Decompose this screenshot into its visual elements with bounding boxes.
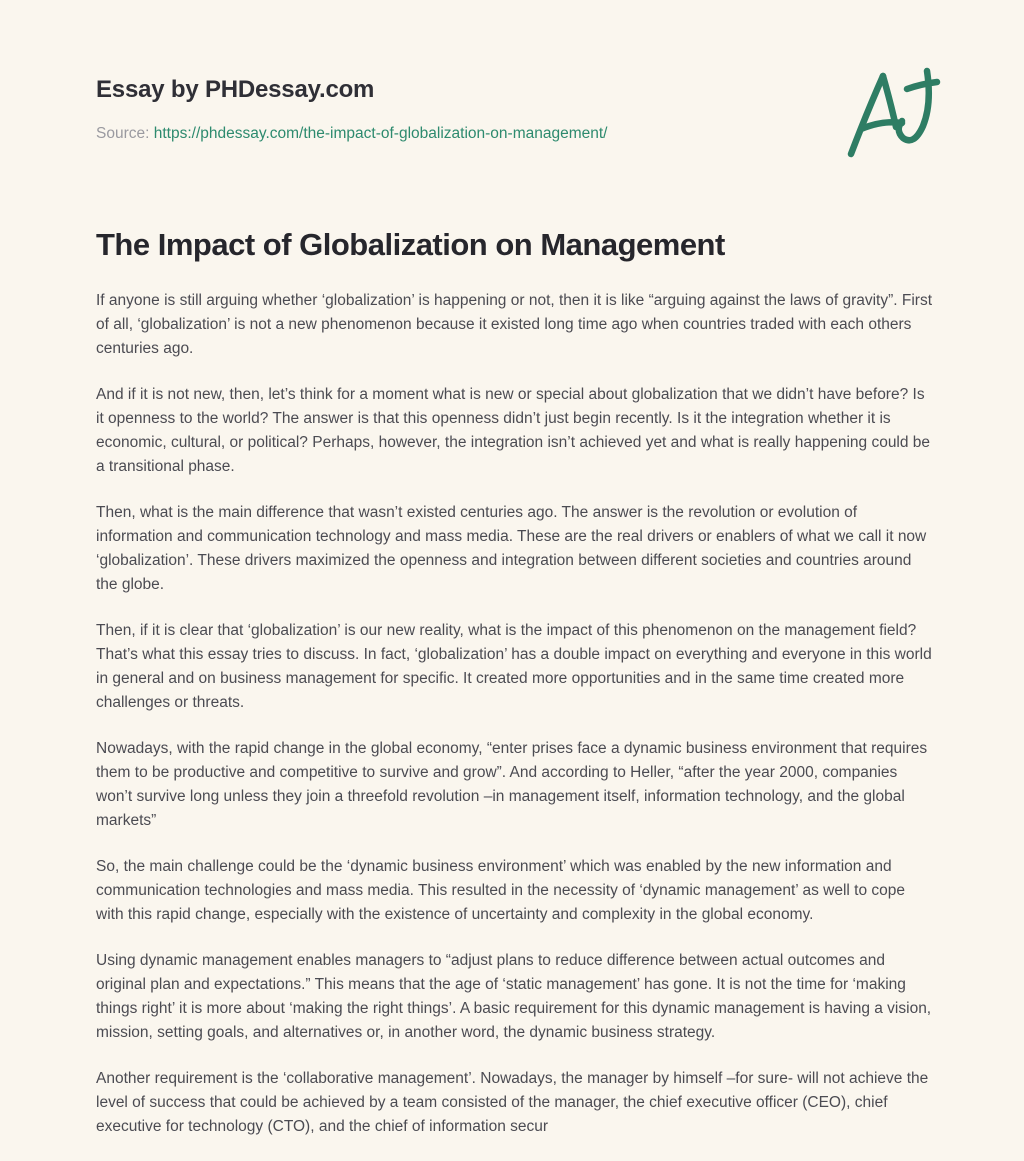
- essay-paragraph: Using dynamic management enables managers to “adjust plans to reduce difference between actual outcomes and original plan and expectations.” This means that the age of ‘static management’ has gone. It is not the time for ‘making things right’ it is more about ‘making the right things’. A basic requirement for this dynamic management is having a vision, mission, setting goals, and alternatives or, in another word, the dynamic business strategy.: [96, 952, 932, 1041]
- source-link[interactable]: https://phdessay.com/the-impact-of-globalization-on-management/: [153, 125, 608, 142]
- site-title: Essay by PHDessay.com: [96, 76, 375, 103]
- essay-paragraph: If anyone is still arguing whether ‘globalization’ is happening or not, then it is like “arguing against the laws of gravity”. First of all, ‘globalization’ is not a new phenomenon because it existed long time ago when countries traded with each others centuries ago.: [96, 292, 933, 357]
- essay-paragraph: So, the main challenge could be the ‘dynamic business environment’ which was enabled by the new information and communication technologies and mass media. This resulted in the necessity of ‘dynamic management’ as well to cope with this rapid change, especially with the existence of uncertainty and complexity in the global economy.: [96, 858, 905, 923]
- essay-paragraph: Then, what is the main difference that wasn’t existed centuries ago. The answer is the revolution or evolution of information and communication technology and mass media. These are the real drivers or enablers of what we call it now ‘globalization’. These drivers maximized the openness and integration between different societies and countries around the globe.: [96, 504, 927, 593]
- essay-paragraph: Then, if it is clear that ‘globalization’ is our new reality, what is the impact of this phenomenon on the management field? That’s what this essay tries to discuss. In fact, ‘globalization’ has a double impact on everything and everyone in this world in general and on business management for specific. It created more opportunities and in the same time created more challenges or threats.: [96, 622, 932, 711]
- essay-paragraph: Another requirement is the ‘collaborative management’. Nowadays, the manager by himself –for sure- will not achieve the level of success that could be achieved by a team consisted of the manager, the chief executive officer (CEO), chief executive for technology (CTO), and the chief of information secur: [96, 1070, 929, 1135]
- essay-body: [96, 289, 936, 1139]
- source-line: [96, 125, 936, 143]
- essay-paragraph: And if it is not new, then, let’s think for a moment what is new or special about globalization that we didn’t have before? Is it openness to the world? The answer is that this openness didn’t just begin recently. Is it the integration whether it is economic, cultural, or political? Perhaps, however, the integration isn’t achieved yet and what is really happening could be a transitional phase.: [96, 386, 931, 475]
- essay-title: The Impact of Globalization on Management: [96, 227, 725, 262]
- content-column: [96, 0, 936, 1161]
- source-label: Source:: [96, 125, 150, 142]
- essay-paragraph: Nowadays, with the rapid change in the global economy, “enter prises face a dynamic business environment that requires them to be productive and competitive to survive and grow”. And according to Heller, “after the year 2000, companies won’t survive long unless they join a threefold revolution –in management itself, information technology, and the global markets”: [96, 740, 928, 829]
